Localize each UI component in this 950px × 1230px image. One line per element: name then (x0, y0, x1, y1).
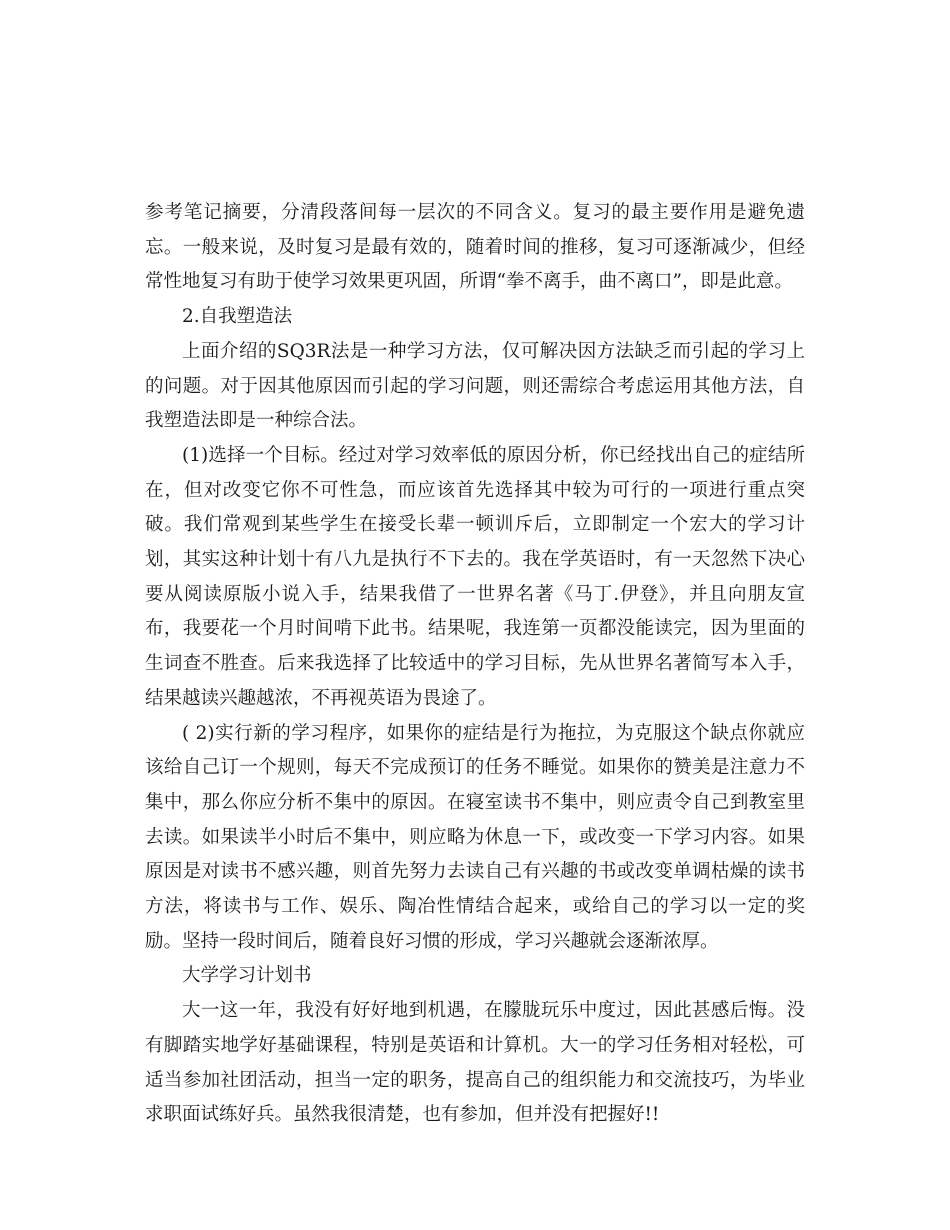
paragraph-review-summary: 参考笔记摘要，分清段落间每一层次的不同含义。复习的最主要作用是避免遗忘。一般来说，及时复习是最有效的，随着时间的推移，复习可逐渐减少，但经常性地复习有助于使学习效果更巩固，所谓“拳不离手，曲不离口”，即是此意。 (145, 202, 805, 293)
document-body (145, 196, 805, 1133)
paragraph-sq3r-intro: 上面介绍的SQ3R法是一种学习方法，仅可解决因方法缺乏而引起的学习上的问题。对于因其他原因而引起的学习问题，则还需综合考虑运用其他方法，自我塑造法即是一种综合法。 (145, 340, 805, 432)
section-heading-study-plan: 大学学习计划书 (182, 965, 312, 987)
section-heading-self-shaping: 2.自我塑造法 (182, 306, 293, 328)
paragraph-new-study-procedure: ( 2)实行新的学习程序，如果你的症结是行为拖拉，为克服这个缺点你就应该给自己订一个规则，每天不完成预订的任务不睡觉。如果你的赞美是注意力不集中，那么你应分析不集中的原因。在寝室读书不集中，则应责令自己到教室里去读。如果读半小时后不集中，则应略为休息一下，或改变一下学习内容。如果原因是对读书不感兴趣，则首先努力去读自己有兴趣的书或改变单调枯燥的读书方法，将读书与工作、娱乐、陶冶性情结合起来，或给自己的学习以一定的奖励。坚持一段时间后，随着良好习惯的形成，学习兴趣就会逐渐浓厚。 (145, 722, 805, 952)
paragraph-choose-goal: (1)选择一个目标。经过对学习效率低的原因分析，你已经找出自己的症结所在，但对改变它你不可性急，而应该首先选择其中较为可行的一项进行重点突破。我们常观到某些学生在接受长辈一顿训斥后，立即制定一个宏大的学习计划，其实这种计划十有八九是执行不下去的。我在学英语时，有一天忽然下决心要从阅读原版小说入手，结果我借了一世界名著《马丁.伊登》，并且向朋友宣布，我要花一个月时间啃下此书。结果呢，我连第一页都没能读完，因为里面的生词查不胜查。后来我选择了比较适中的学习目标，先从世界名著简写本入手，结果越读兴趣越浓，不再视英语为畏途了。 (145, 444, 805, 709)
paragraph-freshman-year: 大一这一年，我没有好好地到机遇，在朦胧玩乐中度过，因此甚感后悔。没有脚踏实地学好基础课程，特别是英语和计算机。大一的学习任务相对轻松，可适当参加社团活动，担当一定的职务，提高自己的组织能力和交流技巧，为毕业求职面试练好兵。虽然我很清楚，也有参加，但并没有把握好!! (145, 1000, 805, 1126)
